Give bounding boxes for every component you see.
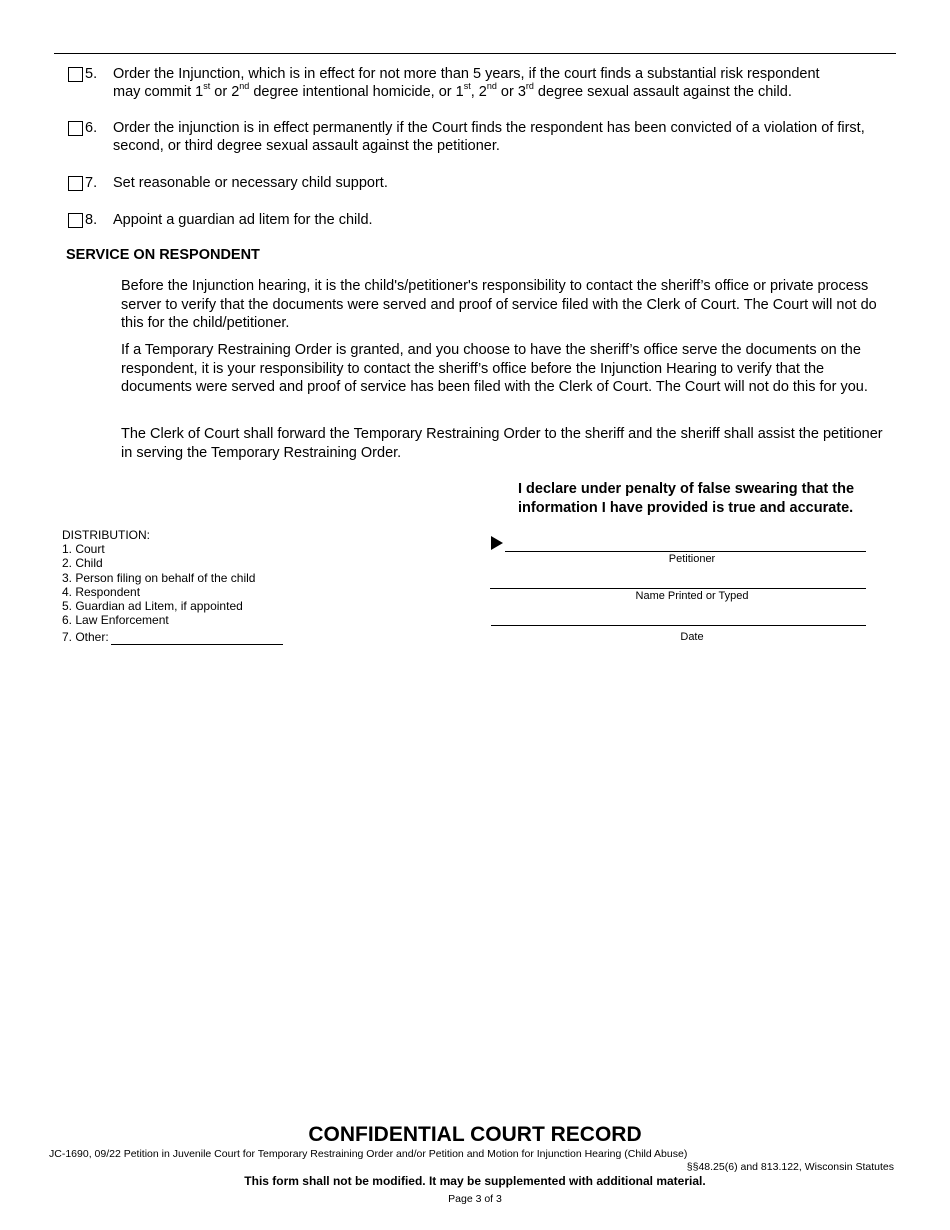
order-item-5 [66, 65, 896, 101]
distribution-list [62, 528, 283, 645]
service-paragraph-2: If a Temporary Restraining Order is granted, and you choose to have the sheriff’s office serve the documents on the respondent, it is your responsibility to contact the sheriff’s office before the Injunction Hearing to verify that the documents were served and proof of service has been filed with the Clerk of Court. The Court will not do this for you. [121, 342, 868, 395]
service-paragraph-1: Before the Injunction hearing, it is the child's/petitioner's responsibility to contact the sheriff’s office or private process server to verify that the documents were served and proof of service filed with the Clerk of Court. The Court will not do this for the child/petitioner. [121, 278, 877, 331]
distribution-item: 4. Respondent [62, 584, 141, 599]
order-item-6 [66, 119, 896, 155]
distribution-item: 5. Guardian ad Litem, if appointed [62, 599, 243, 614]
item-5-text: Order the Injunction, which is in effect for not more than 5 years, if the court finds a substantial risk respondent may commit 1st or 2nd degree intentional homicide, or 1st, 2nd or 3rd degree sexual assault against the child. [113, 66, 820, 100]
page-number: Page 3 of 3 [448, 1193, 502, 1205]
item-6-text: Order the injunction is in effect permanently if the Court finds the respondent has been convicted of a violation of first, second, or third degree sexual assault against the petitioner. [113, 120, 865, 154]
modification-notice: This form shall not be modified. It may be supplemented with additional material. [244, 1174, 706, 1188]
form-identifier: JC-1690, 09/22 Petition in Juvenile Court for Temporary Restraining Order and/or Petition and Motion for Injunction Hearing (Child Abuse) [49, 1148, 688, 1160]
item-8-checkbox[interactable] [68, 213, 83, 228]
distribution-item: 1. Court [62, 542, 105, 557]
service-heading: SERVICE ON RESPONDENT [66, 247, 260, 263]
item-8-number: 8. [85, 212, 98, 228]
distribution-item: 3. Person filing on behalf of the child [62, 570, 256, 585]
petitioner-label: Petitioner [668, 553, 716, 565]
item-7-number: 7. [85, 175, 98, 191]
sign-here-arrow-icon [491, 536, 503, 550]
order-item-7 [66, 174, 896, 192]
date-label: Date [680, 631, 704, 643]
name-printed-field[interactable] [490, 588, 866, 589]
statutes-reference: §§48.25(6) and 813.122, Wisconsin Statutes [686, 1161, 894, 1173]
distribution-item: 2. Child [62, 556, 103, 571]
distribution-heading: DISTRIBUTION: [62, 528, 151, 542]
item-6-checkbox[interactable] [68, 121, 83, 136]
date-field[interactable] [491, 625, 866, 626]
order-item-8 [66, 211, 896, 229]
distribution-other: 7. Other: [62, 630, 283, 644]
declaration-statement: I declare under penalty of false swearing that the information I have provided is true and accurate. [518, 481, 855, 516]
item-7-checkbox[interactable] [68, 176, 83, 191]
item-5-checkbox[interactable] [68, 67, 83, 82]
other-recipient-field[interactable] [111, 633, 283, 645]
name-printed-label: Name Printed or Typed [635, 590, 749, 602]
item-7-text: Set reasonable or necessary child support. [113, 175, 388, 191]
distribution-item: 6. Law Enforcement [62, 613, 169, 628]
petitioner-signature-field[interactable] [505, 551, 866, 552]
top-divider [54, 53, 896, 54]
item-5-number: 5. [85, 66, 98, 82]
item-8-text: Appoint a guardian ad litem for the child. [113, 212, 373, 228]
service-paragraph-3: The Clerk of Court shall forward the Temporary Restraining Order to the sheriff and the sheriff shall assist the petitioner in serving the Temporary Restraining Order. [121, 426, 883, 461]
item-6-number: 6. [85, 120, 98, 136]
confidential-record-title: CONFIDENTIAL COURT RECORD [308, 1123, 642, 1146]
